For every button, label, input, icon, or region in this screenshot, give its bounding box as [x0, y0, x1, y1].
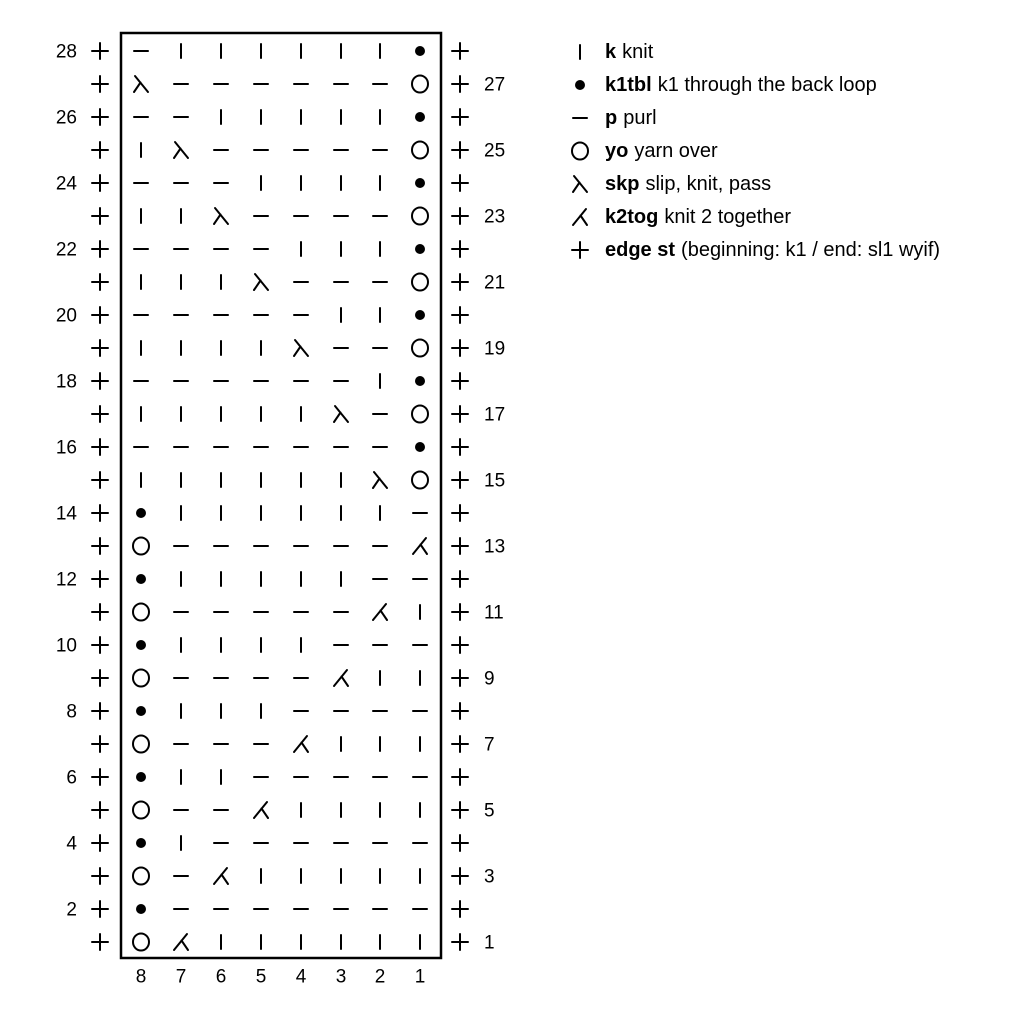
- legend-symbol: [565, 102, 605, 135]
- edge-stitch-right-icon: [452, 76, 468, 92]
- stitch-k1tbl-icon: [415, 442, 425, 452]
- legend-abbreviation: skp: [605, 173, 640, 195]
- chart-row-25: [92, 141, 505, 162]
- edge-stitch-left-icon: [92, 670, 108, 686]
- legend-description: yarn over: [634, 140, 718, 162]
- stitch-number-label: 2: [374, 966, 386, 988]
- legend-description: purl: [623, 107, 657, 129]
- edge-stitch-right-icon: [452, 670, 468, 686]
- edge-stitch-left-icon: [92, 505, 108, 521]
- edge-stitch-right-icon: [452, 340, 468, 356]
- edge-stitch-left-icon: [92, 340, 108, 356]
- stitch-yo-icon: [133, 868, 149, 885]
- row-number-label: 14: [55, 503, 77, 525]
- chart-row-6: [66, 768, 468, 789]
- legend-symbol: [565, 234, 605, 267]
- chart-row-16: [56, 438, 468, 459]
- chart-row-2: [66, 900, 468, 921]
- chart-row-18: [56, 372, 468, 393]
- edge-stitch-left-icon: [92, 604, 108, 620]
- legend-symbol: [565, 36, 605, 69]
- stitch-k1tbl-icon: [415, 112, 425, 122]
- edge-stitch-right-icon: [452, 439, 468, 455]
- legend-abbreviation: p: [605, 107, 618, 129]
- edge-stitch-left-icon: [92, 439, 108, 455]
- edge-stitch-right-icon: [452, 43, 468, 59]
- row-number-label: 2: [66, 899, 77, 921]
- stitch-yo-icon: [412, 274, 428, 291]
- edge-stitch-left-icon: [92, 274, 108, 290]
- row-number-label: 11: [484, 602, 504, 624]
- edge-stitch-left-icon: [92, 769, 108, 785]
- chart-row-26: [56, 108, 468, 129]
- edge-stitch-left-icon: [92, 835, 108, 851]
- stitch-skp-icon: [254, 274, 268, 290]
- row-number-label: 22: [55, 239, 77, 261]
- edge-stitch-right-icon: [452, 538, 468, 554]
- stitch-number-label: 6: [215, 966, 227, 988]
- row-number-label: 4: [66, 833, 77, 855]
- edge-stitch-right-icon: [452, 208, 468, 224]
- legend-abbreviation: k2tog: [605, 206, 659, 228]
- chart-row-27: [92, 75, 505, 96]
- edge-stitch-right-icon: [452, 637, 468, 653]
- row-number-label: 23: [484, 206, 506, 228]
- row-number-label: 27: [484, 74, 506, 96]
- edge-stitch-left-icon: [92, 538, 108, 554]
- chart-grid-border: [121, 33, 441, 958]
- stitch-yo-icon: [133, 802, 149, 819]
- edge-stitch-left-icon: [92, 307, 108, 323]
- edge-stitch-right-icon: [452, 736, 468, 752]
- stitch-number-label: 1: [414, 966, 426, 988]
- legend-abbreviation: edge st: [605, 239, 676, 261]
- stitch-number-label: 8: [135, 966, 147, 988]
- edge-stitch-right-icon: [452, 472, 468, 488]
- edge-stitch-left-icon: [92, 373, 108, 389]
- chart-row-10: [56, 636, 468, 657]
- edge-stitch-right-icon: [452, 901, 468, 917]
- legend-abbreviation: k1tbl: [605, 74, 652, 96]
- edge-stitch-left-icon: [92, 109, 108, 125]
- stitch-skp-icon: [294, 340, 308, 356]
- legend-edge-icon: [572, 242, 588, 258]
- legend-description: k1 through the back loop: [657, 74, 877, 96]
- edge-stitch-right-icon: [452, 868, 468, 884]
- stitch-yo-icon: [412, 142, 428, 159]
- edge-stitch-right-icon: [452, 406, 468, 422]
- stitch-k1tbl-icon: [136, 706, 146, 716]
- stitch-number-label: 4: [295, 966, 307, 988]
- stitch-k1tbl-icon: [136, 574, 146, 584]
- stitch-yo-icon: [133, 670, 149, 687]
- legend-k1tbl-icon: [575, 80, 585, 90]
- edge-stitch-left-icon: [92, 901, 108, 917]
- legend-abbreviation: k: [605, 41, 617, 63]
- row-number-label: 5: [484, 800, 495, 822]
- stitch-yo-icon: [412, 208, 428, 225]
- stitch-k1tbl-icon: [136, 640, 146, 650]
- edge-stitch-left-icon: [92, 736, 108, 752]
- legend-description: slip, knit, pass: [645, 173, 772, 195]
- edge-stitch-right-icon: [452, 604, 468, 620]
- edge-stitch-right-icon: [452, 505, 468, 521]
- stitch-yo-icon: [412, 76, 428, 93]
- row-number-label: 25: [484, 140, 506, 162]
- chart-row-7: [92, 735, 495, 756]
- chart-row-22: [56, 240, 468, 261]
- chart-row-3: [92, 867, 495, 888]
- edge-stitch-right-icon: [452, 769, 468, 785]
- row-number-label: 24: [55, 173, 77, 195]
- legend-item-k1tbl: [565, 69, 940, 102]
- stitch-skp-icon: [174, 142, 188, 158]
- stitch-yo-icon: [412, 406, 428, 423]
- edge-stitch-left-icon: [92, 76, 108, 92]
- edge-stitch-left-icon: [92, 934, 108, 950]
- chart-row-1: [92, 933, 495, 954]
- row-number-label: 10: [55, 635, 77, 657]
- stitch-skp-icon: [334, 406, 348, 422]
- edge-stitch-left-icon: [92, 802, 108, 818]
- chart-row-19: [92, 339, 505, 360]
- row-number-label: 13: [484, 536, 506, 558]
- stitch-k2tog-icon: [254, 802, 268, 818]
- chart-row-20: [56, 306, 468, 327]
- edge-stitch-right-icon: [452, 934, 468, 950]
- legend-item-yo: [565, 135, 940, 168]
- legend-symbol: [565, 201, 605, 234]
- chart-row-14: [56, 504, 468, 525]
- stitch-skp-icon: [214, 208, 228, 224]
- stitch-k2tog-icon: [334, 670, 348, 686]
- chart-row-8: [66, 702, 468, 723]
- legend-item-skp: [565, 168, 940, 201]
- stitch-k2tog-icon: [294, 736, 308, 752]
- edge-stitch-right-icon: [452, 241, 468, 257]
- stitch-k1tbl-icon: [415, 244, 425, 254]
- chart-row-13: [92, 537, 505, 558]
- stitch-k2tog-icon: [214, 868, 228, 884]
- row-number-label: 21: [484, 272, 506, 294]
- stitch-number-axis: [136, 967, 426, 988]
- stitch-k1tbl-icon: [136, 772, 146, 782]
- chart-row-24: [56, 174, 468, 195]
- chart-row-4: [66, 834, 468, 855]
- row-number-label: 15: [484, 470, 506, 492]
- stitch-k1tbl-icon: [415, 46, 425, 56]
- legend-yo-icon: [572, 143, 588, 160]
- stitch-k2tog-icon: [413, 538, 427, 554]
- edge-stitch-right-icon: [452, 835, 468, 851]
- chart-row-28: [56, 42, 468, 63]
- edge-stitch-left-icon: [92, 571, 108, 587]
- chart-row-17: [92, 405, 505, 426]
- legend-symbol: [565, 168, 605, 201]
- row-number-label: 1: [484, 932, 495, 954]
- stitch-k1tbl-icon: [136, 904, 146, 914]
- legend-skp-icon: [573, 176, 587, 192]
- legend-item-edge: [565, 234, 940, 267]
- stitch-k1tbl-icon: [415, 310, 425, 320]
- chart-row-23: [92, 207, 505, 228]
- chart-row-5: [92, 801, 495, 822]
- legend-description: knit: [622, 41, 654, 63]
- row-number-label: 20: [55, 305, 77, 327]
- chart-row-21: [92, 273, 505, 294]
- stitch-yo-icon: [133, 934, 149, 951]
- edge-stitch-left-icon: [92, 208, 108, 224]
- stitch-k1tbl-icon: [136, 508, 146, 518]
- stitch-number-label: 5: [255, 966, 267, 988]
- row-number-label: 18: [55, 371, 77, 393]
- row-number-label: 26: [55, 107, 77, 129]
- edge-stitch-right-icon: [452, 703, 468, 719]
- edge-stitch-left-icon: [92, 241, 108, 257]
- edge-stitch-left-icon: [92, 472, 108, 488]
- legend-description: (beginning: k1 / end: sl1 wyif): [681, 239, 941, 261]
- edge-stitch-left-icon: [92, 703, 108, 719]
- row-number-label: 6: [66, 767, 77, 789]
- edge-stitch-right-icon: [452, 142, 468, 158]
- stitch-number-label: 7: [175, 966, 187, 988]
- row-number-label: 7: [484, 734, 495, 756]
- stitch-k1tbl-icon: [415, 376, 425, 386]
- edge-stitch-left-icon: [92, 637, 108, 653]
- stitch-yo-icon: [133, 604, 149, 621]
- edge-stitch-right-icon: [452, 307, 468, 323]
- stitch-yo-icon: [133, 538, 149, 555]
- edge-stitch-right-icon: [452, 802, 468, 818]
- legend-k2tog-icon: [573, 209, 587, 225]
- stitch-yo-icon: [133, 736, 149, 753]
- row-number-label: 19: [484, 338, 506, 360]
- edge-stitch-right-icon: [452, 571, 468, 587]
- row-number-label: 9: [484, 668, 495, 690]
- stitch-k1tbl-icon: [415, 178, 425, 188]
- edge-stitch-right-icon: [452, 109, 468, 125]
- legend-symbol: [565, 135, 605, 168]
- legend-symbol: [565, 69, 605, 102]
- legend-abbreviation: yo: [605, 140, 629, 162]
- row-number-label: 8: [66, 701, 77, 723]
- edge-stitch-left-icon: [92, 142, 108, 158]
- stitch-yo-icon: [412, 340, 428, 357]
- legend-description: knit 2 together: [664, 206, 792, 228]
- legend: [565, 36, 940, 267]
- row-number-label: 17: [484, 404, 506, 426]
- edge-stitch-left-icon: [92, 43, 108, 59]
- edge-stitch-right-icon: [452, 373, 468, 389]
- row-number-label: 28: [55, 41, 77, 63]
- stitch-yo-icon: [412, 472, 428, 489]
- legend-item-k: [565, 36, 940, 69]
- edge-stitch-left-icon: [92, 868, 108, 884]
- stitch-number-label: 3: [335, 966, 347, 988]
- row-number-label: 16: [55, 437, 77, 459]
- legend-item-k2tog: [565, 201, 940, 234]
- chart-row-15: [92, 471, 505, 492]
- chart-row-12: [56, 570, 468, 591]
- stitch-k2tog-icon: [174, 934, 188, 950]
- edge-stitch-left-icon: [92, 175, 108, 191]
- stitch-k1tbl-icon: [136, 838, 146, 848]
- edge-stitch-left-icon: [92, 406, 108, 422]
- edge-stitch-right-icon: [452, 274, 468, 290]
- stitch-skp-icon: [134, 76, 148, 92]
- stitch-skp-icon: [373, 472, 387, 488]
- edge-stitch-right-icon: [452, 175, 468, 191]
- stitch-k2tog-icon: [373, 604, 387, 620]
- row-number-label: 12: [55, 569, 77, 591]
- legend-item-p: [565, 102, 940, 135]
- chart-row-9: [92, 669, 495, 690]
- row-number-label: 3: [484, 866, 495, 888]
